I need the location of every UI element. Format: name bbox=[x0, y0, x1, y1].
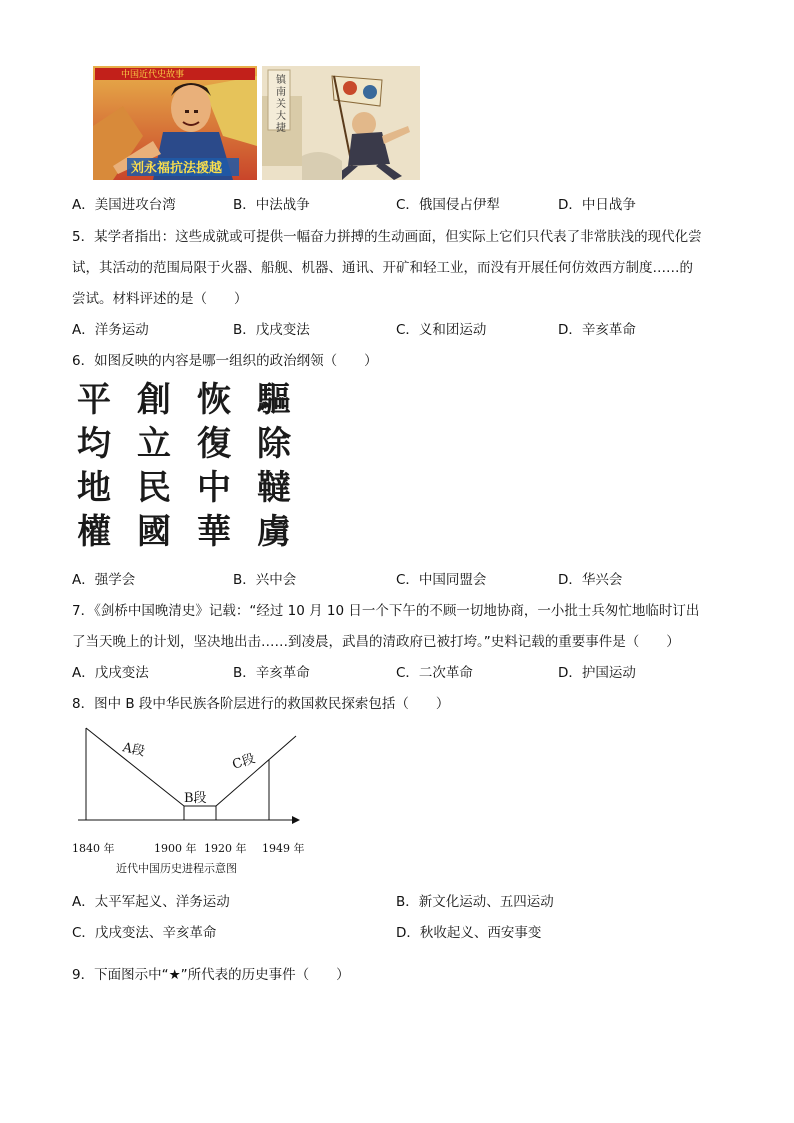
q6-option-b: B．兴中会 bbox=[233, 572, 297, 588]
calligraphy-column-4 bbox=[252, 378, 296, 554]
q5-option-a: A．洋务运动 bbox=[72, 322, 149, 338]
q5-option-c: C．义和团运动 bbox=[396, 322, 487, 338]
q7-option-b: B．辛亥革命 bbox=[233, 665, 310, 681]
segment-label-b: B段 bbox=[184, 791, 207, 806]
q5-stem-line-1: 5．某学者指出：这些成就或可提供一幅奋力拼搏的生动画面，但实际上它们只代表了非常肤浅的现代化尝 bbox=[72, 229, 702, 245]
q8-option-d: D．秋收起义、西安事变 bbox=[396, 925, 542, 941]
q5-stem-line-3: 尝试。材料评述的是（ ） bbox=[72, 291, 248, 307]
calligraphy-char: 立 bbox=[137, 424, 171, 464]
q8-option-b: B．新文化运动、五四运动 bbox=[396, 894, 554, 910]
comic-cover-title-top: 中国近代史故事 bbox=[121, 70, 185, 80]
q8-stem: 8．图中 B 段中华民族各阶层进行的救国救民探索包括（ ） bbox=[72, 696, 450, 712]
calligraphy-char: 恢 bbox=[197, 380, 231, 420]
q4-option-d: D．中日战争 bbox=[558, 197, 636, 213]
calligraphy-char: 除 bbox=[257, 424, 291, 464]
year-1920: 1920 年 bbox=[204, 842, 247, 855]
calligraphy-char: 地 bbox=[77, 468, 111, 508]
calligraphy-column-3 bbox=[192, 378, 236, 554]
year-1900: 1900 年 bbox=[154, 842, 197, 855]
q7-stem-line-2: 了当天晚上的计划，坚决地出击……到凌晨，武昌的清政府已被打垮。”史料记载的重要事件是（ ） bbox=[72, 634, 680, 650]
q4-option-a: A．美国进攻台湾 bbox=[72, 197, 176, 213]
calligraphy-column-2 bbox=[132, 378, 176, 554]
q5-stem-line-2: 试，其活动的范围局限于火器、船舰、机器、通讯、开矿和轻工业，而没有开展任何仿效西方制度……的 bbox=[72, 260, 693, 276]
year-1949: 1949 年 bbox=[262, 842, 305, 855]
q5-option-b: B．戊戌变法 bbox=[233, 322, 310, 338]
calligraphy-char: 平 bbox=[77, 380, 111, 420]
comic-illustration-image bbox=[262, 66, 420, 180]
q4-option-b: B．中法战争 bbox=[233, 197, 310, 213]
comic-cover-title-bottom: 刘永福抗法援越 bbox=[131, 161, 223, 176]
calligraphy-platform bbox=[72, 378, 300, 554]
q9-stem: 9．下面图示中“★”所代表的历史事件（ ） bbox=[72, 967, 350, 983]
q4-option-c: C．俄国侵占伊犁 bbox=[396, 197, 500, 213]
calligraphy-char: 民 bbox=[137, 468, 171, 508]
q6-option-c: C．中国同盟会 bbox=[396, 572, 487, 588]
q7-option-c: C．二次革命 bbox=[396, 665, 473, 681]
q5-option-d: D．辛亥革命 bbox=[558, 322, 636, 338]
segment-label-a: A段 bbox=[121, 740, 147, 760]
segment-label-c: C段 bbox=[230, 751, 258, 773]
calligraphy-char: 虜 bbox=[257, 512, 291, 552]
q7-option-d: D．护国运动 bbox=[558, 665, 636, 681]
q8-option-c: C．戊戌变法、辛亥革命 bbox=[72, 925, 217, 941]
q7-stem-line-1: 7．《剑桥中国晚清史》记载：“经过 10 月 10 日一个下午的不顾一切地协商，一小批士兵匆忙地临时订出 bbox=[72, 603, 700, 619]
calligraphy-char: 華 bbox=[197, 512, 231, 552]
calligraphy-char: 中 bbox=[197, 468, 231, 508]
calligraphy-char: 均 bbox=[77, 424, 111, 464]
calligraphy-column-1 bbox=[72, 378, 116, 554]
calligraphy-char: 韃 bbox=[257, 468, 291, 508]
calligraphy-char: 國 bbox=[137, 512, 171, 552]
q6-option-d: D．华兴会 bbox=[558, 572, 623, 588]
diagram-caption: 近代中国历史进程示意图 bbox=[116, 862, 237, 875]
q6-option-a: A．强学会 bbox=[72, 572, 136, 588]
calligraphy-char: 驅 bbox=[257, 380, 291, 420]
comic-illustration-caption: 镇南关大捷 bbox=[273, 74, 285, 134]
calligraphy-char: 復 bbox=[197, 424, 231, 464]
q6-stem: 6．如图反映的内容是哪一组织的政治纲领（ ） bbox=[72, 353, 378, 369]
q8-option-a: A．太平军起义、洋务运动 bbox=[72, 894, 230, 910]
comic-cover-image bbox=[93, 66, 257, 180]
history-process-diagram bbox=[70, 724, 310, 880]
calligraphy-char: 創 bbox=[137, 380, 171, 420]
year-1840: 1840 年 bbox=[72, 842, 115, 855]
q7-option-a: A．戊戌变法 bbox=[72, 665, 149, 681]
calligraphy-char: 權 bbox=[77, 512, 111, 552]
